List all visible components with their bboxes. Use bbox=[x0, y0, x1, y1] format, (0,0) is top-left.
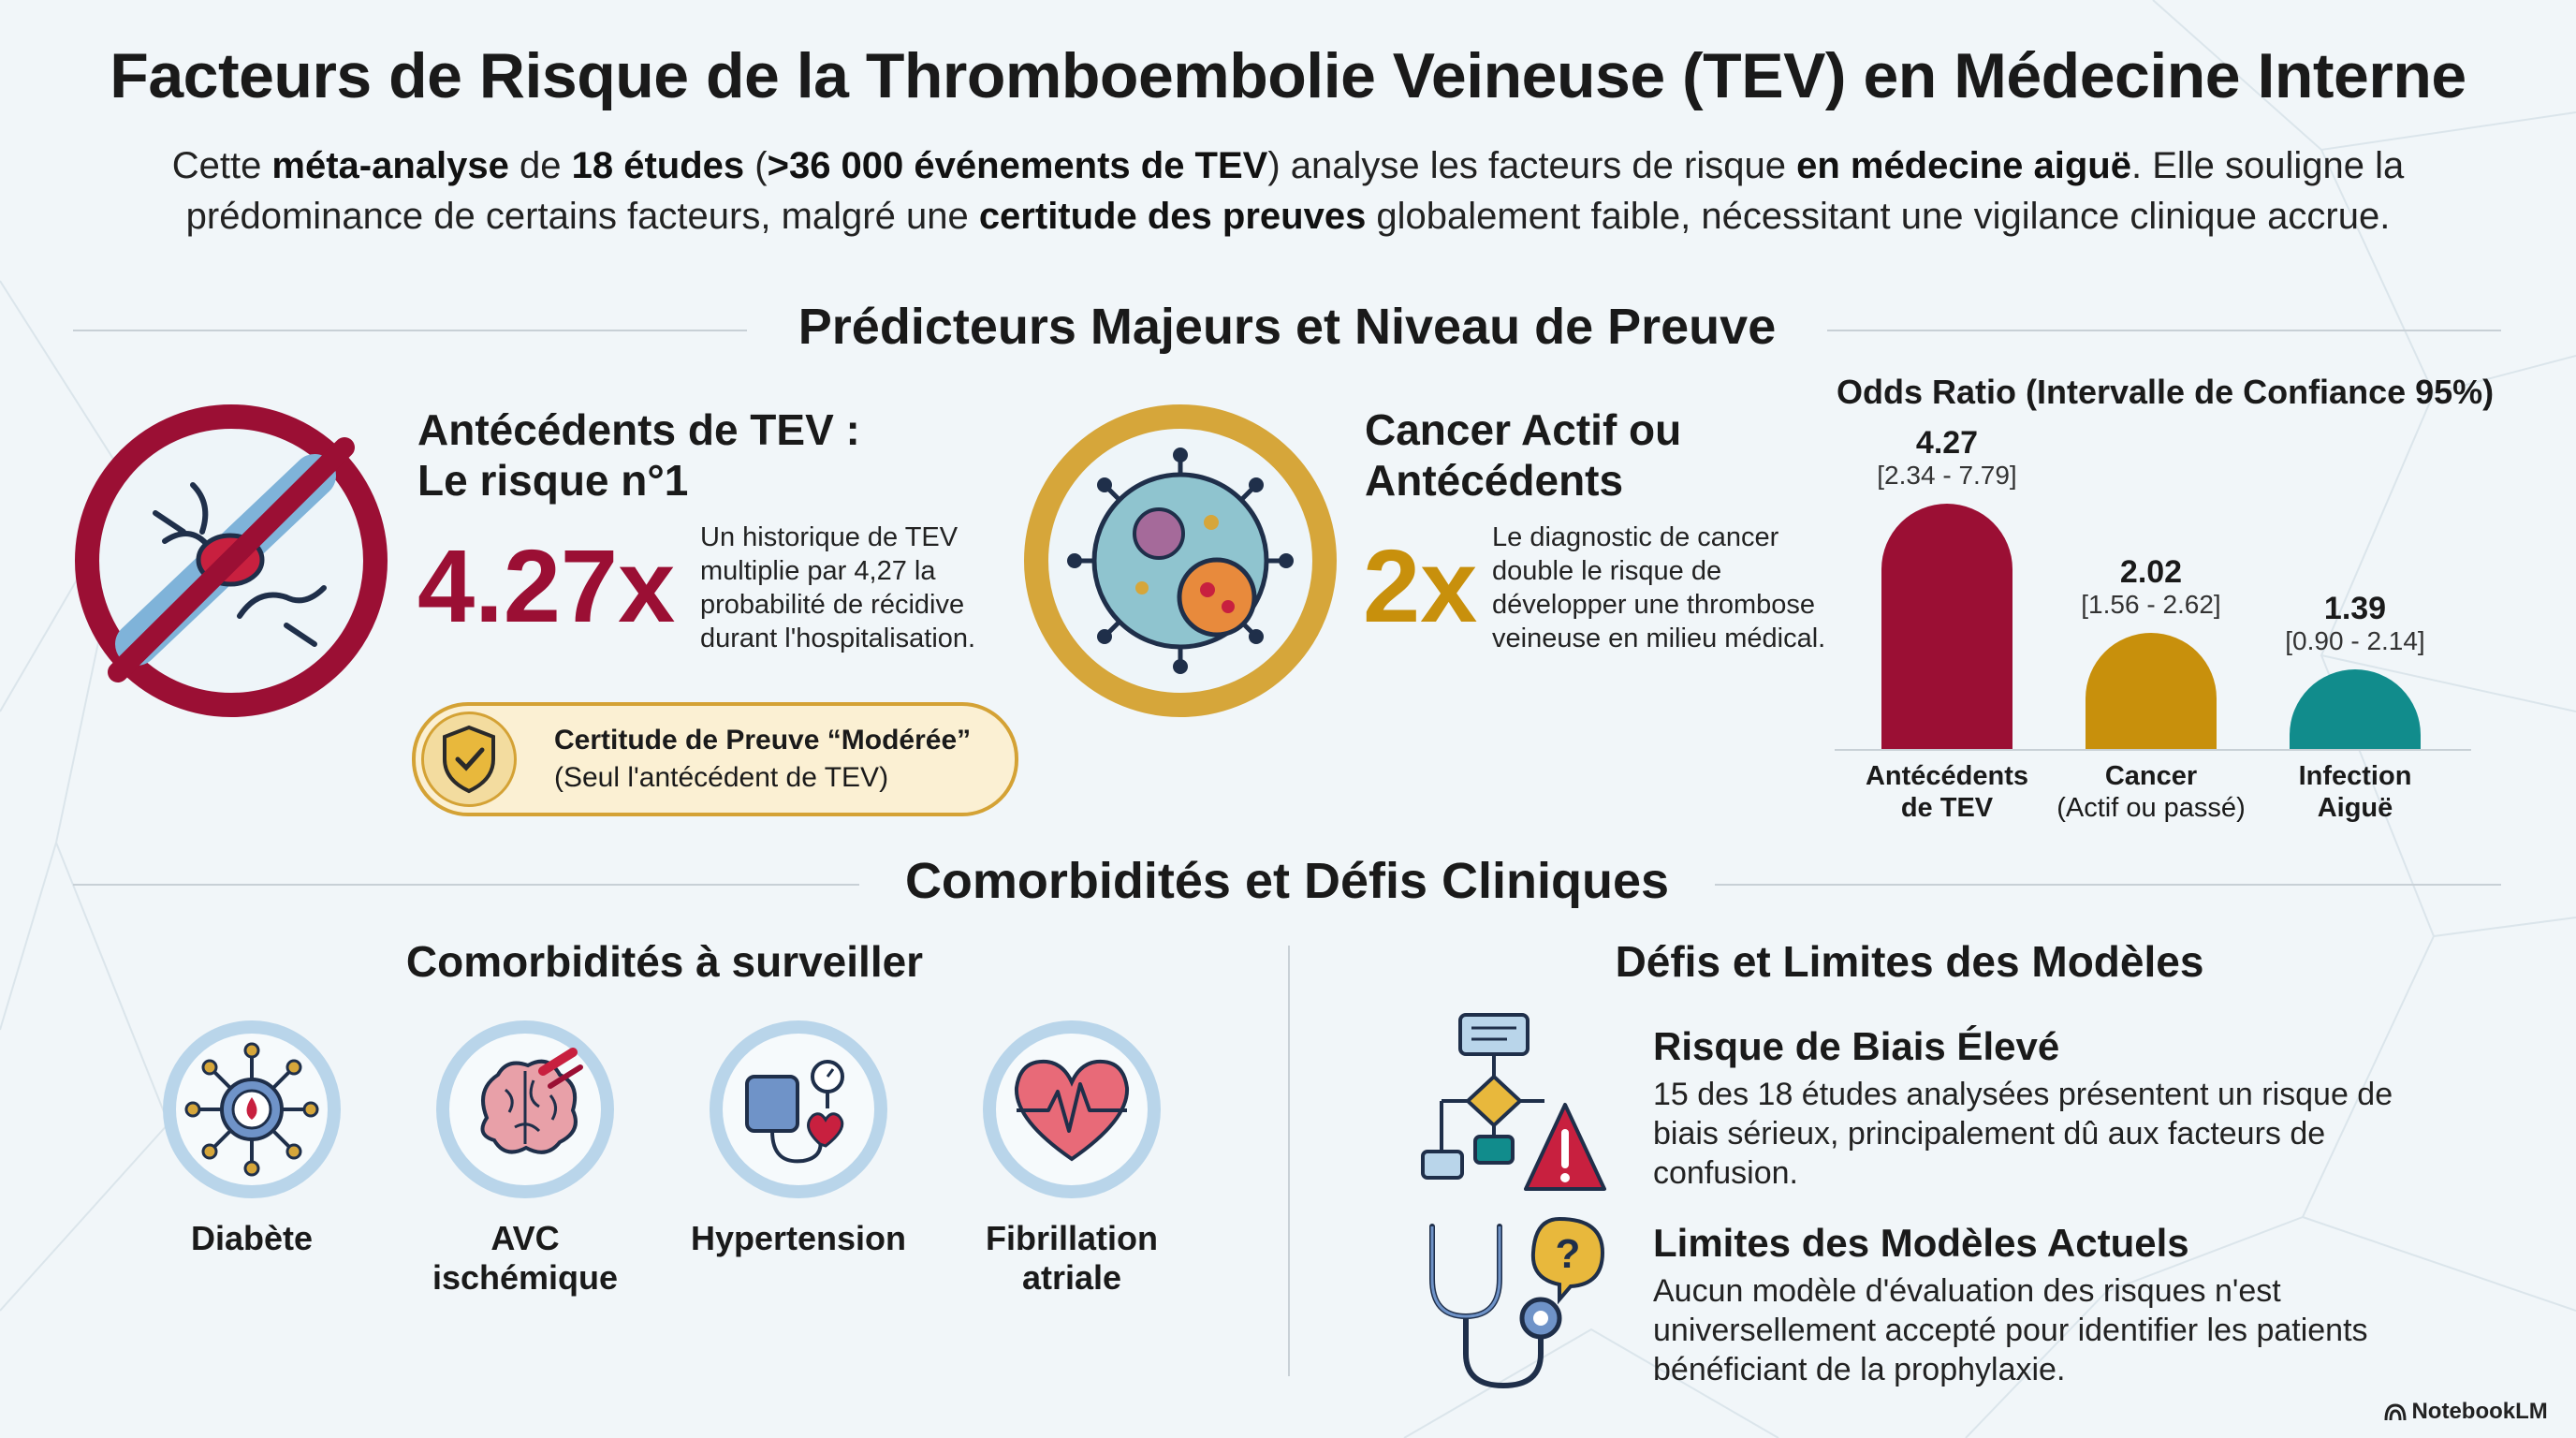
comorbidity-afib-label-line2: atriale bbox=[1021, 1258, 1122, 1297]
stethoscope-question-svg bbox=[1413, 1213, 1619, 1401]
badge-icon-circle bbox=[421, 712, 517, 807]
cancer-heading bbox=[1365, 404, 1814, 506]
evidence-certainty-badge bbox=[412, 702, 1018, 816]
page-title: Facteurs de Risque de la Thromboembolie Veineuse (TEV) en Médecine Interne bbox=[110, 40, 2466, 111]
stethoscope-question-icon bbox=[1413, 1213, 1619, 1401]
chart-category-label-line2: Aiguë bbox=[2317, 793, 2393, 823]
challenge-bias-heading: Risque de Biais Élevé bbox=[1653, 1024, 2060, 1068]
vte-history-description: Un historique de TEV multiplie par 4,27 la probabilité de récidive durant l'hospitalisation. bbox=[700, 522, 976, 653]
chart-category-label-line2: (Actif ou passé) bbox=[2056, 793, 2246, 823]
chart-ci-label: [1.56 - 2.62] bbox=[2081, 590, 2221, 619]
chart-bar bbox=[1881, 504, 2012, 749]
heart-ecg-svg bbox=[996, 1034, 1148, 1185]
chart-category-label bbox=[2039, 760, 2263, 824]
badge-line1: Certitude de Preuve “Modérée” bbox=[554, 725, 972, 756]
chart-ci-label: [2.34 - 7.79] bbox=[1877, 461, 2017, 490]
comorbidity-stroke-label-line2: ischémique bbox=[432, 1258, 619, 1297]
comorbidity-hypertension-label: Hypertension bbox=[690, 1219, 907, 1257]
intro-paragraph: Cette méta-analyse de 18 études (>36 000 événements de TEV) analyse les facteurs de risque en médecine aiguë. Elle souligne la prédominance de certains facteurs, malgré une certitude des preuves globalement faible, nécessitant une vigilance clinique accrue. bbox=[171, 145, 2405, 237]
section2-rule-right bbox=[1715, 884, 2501, 886]
flowchart-warning-svg bbox=[1413, 1011, 1610, 1198]
chart-value-label: 1.39 bbox=[2323, 591, 2387, 626]
section1-rule-right bbox=[1827, 330, 2501, 331]
challenge-bias-text: 15 des 18 études analysées présentent un risque de biais sérieux, principalement dû aux facteurs de confusion. bbox=[1653, 1077, 2393, 1191]
vte-history-heading-line1: Antécédents de TEV : bbox=[417, 405, 860, 454]
chart-baseline bbox=[1835, 749, 2471, 751]
shield-check-icon bbox=[424, 714, 514, 804]
badge-line2: (Seul l'antécédent de TEV) bbox=[554, 762, 889, 793]
heart-ecg-icon bbox=[983, 1020, 1161, 1198]
blood-pressure-icon bbox=[710, 1020, 887, 1198]
challenges-title: Défis et Limites des Modèles bbox=[1615, 937, 2204, 986]
comorbidity-stroke-label-line1: AVC bbox=[490, 1219, 560, 1257]
cancer-value: 2x bbox=[1363, 529, 1478, 644]
comorbidity-afib bbox=[936, 1020, 1208, 1298]
vte-history-heading bbox=[417, 404, 998, 506]
diabetes-icon bbox=[163, 1020, 341, 1198]
vte-history-value: 4.27x bbox=[417, 529, 676, 644]
comorbidity-hypertension bbox=[663, 1020, 934, 1258]
brain-svg bbox=[449, 1034, 601, 1185]
section2-divider bbox=[1288, 946, 1290, 1376]
cancer-ring bbox=[1024, 404, 1337, 717]
comorbidities-title: Comorbidités à surveiller bbox=[405, 937, 924, 986]
cancer-cell-icon bbox=[1048, 429, 1312, 693]
cancer-heading-line1: Cancer Actif ou bbox=[1365, 405, 1682, 454]
chart-category-label-line1: Infection bbox=[2298, 761, 2412, 791]
comorbidity-afib-label-line1: Fibrillation bbox=[986, 1219, 1158, 1257]
chart-ci-label: [0.90 - 2.14] bbox=[2285, 626, 2425, 655]
section1-title: Prédicteurs Majeurs et Niveau de Preuve bbox=[798, 299, 1777, 355]
chart-title: Odds Ratio (Intervalle de Confiance 95%) bbox=[1837, 373, 2495, 411]
odds-ratio-chart bbox=[1835, 412, 2490, 843]
brain-icon bbox=[436, 1020, 614, 1198]
chart-category-label-line1: Antécédents bbox=[1865, 761, 2029, 791]
comorbidity-diabetes-label: Diabète bbox=[190, 1219, 314, 1257]
challenge-models-text: Aucun modèle d'évaluation des risques n'est universellement accepté pour identifier les patients bénéficiant de la prophylaxie. bbox=[1653, 1273, 2368, 1387]
chart-value-label: 4.27 bbox=[1915, 425, 1979, 461]
vte-history-heading-line2: Le risque n°1 bbox=[417, 456, 689, 505]
flowchart-warning-icon bbox=[1413, 1011, 1610, 1198]
cancer-heading-line2: Antécédents bbox=[1365, 456, 1624, 505]
section1-rule-left bbox=[73, 330, 747, 331]
blood-pressure-svg bbox=[723, 1034, 874, 1185]
vein-clot-icon bbox=[99, 429, 363, 693]
chart-value-label: 2.02 bbox=[2119, 554, 2183, 590]
chart-category-label-line1: Cancer bbox=[2104, 761, 2198, 791]
notebooklm-logo-icon bbox=[2383, 1401, 2408, 1422]
brand-mark bbox=[2383, 1399, 2548, 1425]
diabetes-svg bbox=[176, 1034, 328, 1185]
comorbidity-diabetes bbox=[116, 1020, 388, 1258]
comorbidity-stroke bbox=[389, 1020, 661, 1298]
section2-rule-left bbox=[73, 884, 859, 886]
challenge-models-heading: Limites des Modèles Actuels bbox=[1653, 1221, 2189, 1265]
chart-category-label-line2: de TEV bbox=[1900, 793, 1994, 823]
cancer-description: Le diagnostic de cancer double le risque de développer une thrombose veineuse en milieu médical. bbox=[1492, 522, 1826, 653]
section2-title: Comorbidités et Défis Cliniques bbox=[904, 853, 1670, 909]
brand-label: NotebookLM bbox=[2411, 1399, 2548, 1424]
chart-bar bbox=[2086, 633, 2217, 749]
chart-category-label bbox=[2243, 760, 2467, 824]
vte-history-ring bbox=[75, 404, 388, 717]
chart-bar bbox=[2290, 669, 2421, 749]
question-mark-glyph: ? bbox=[1555, 1231, 1581, 1277]
chart-category-label bbox=[1835, 760, 2059, 824]
